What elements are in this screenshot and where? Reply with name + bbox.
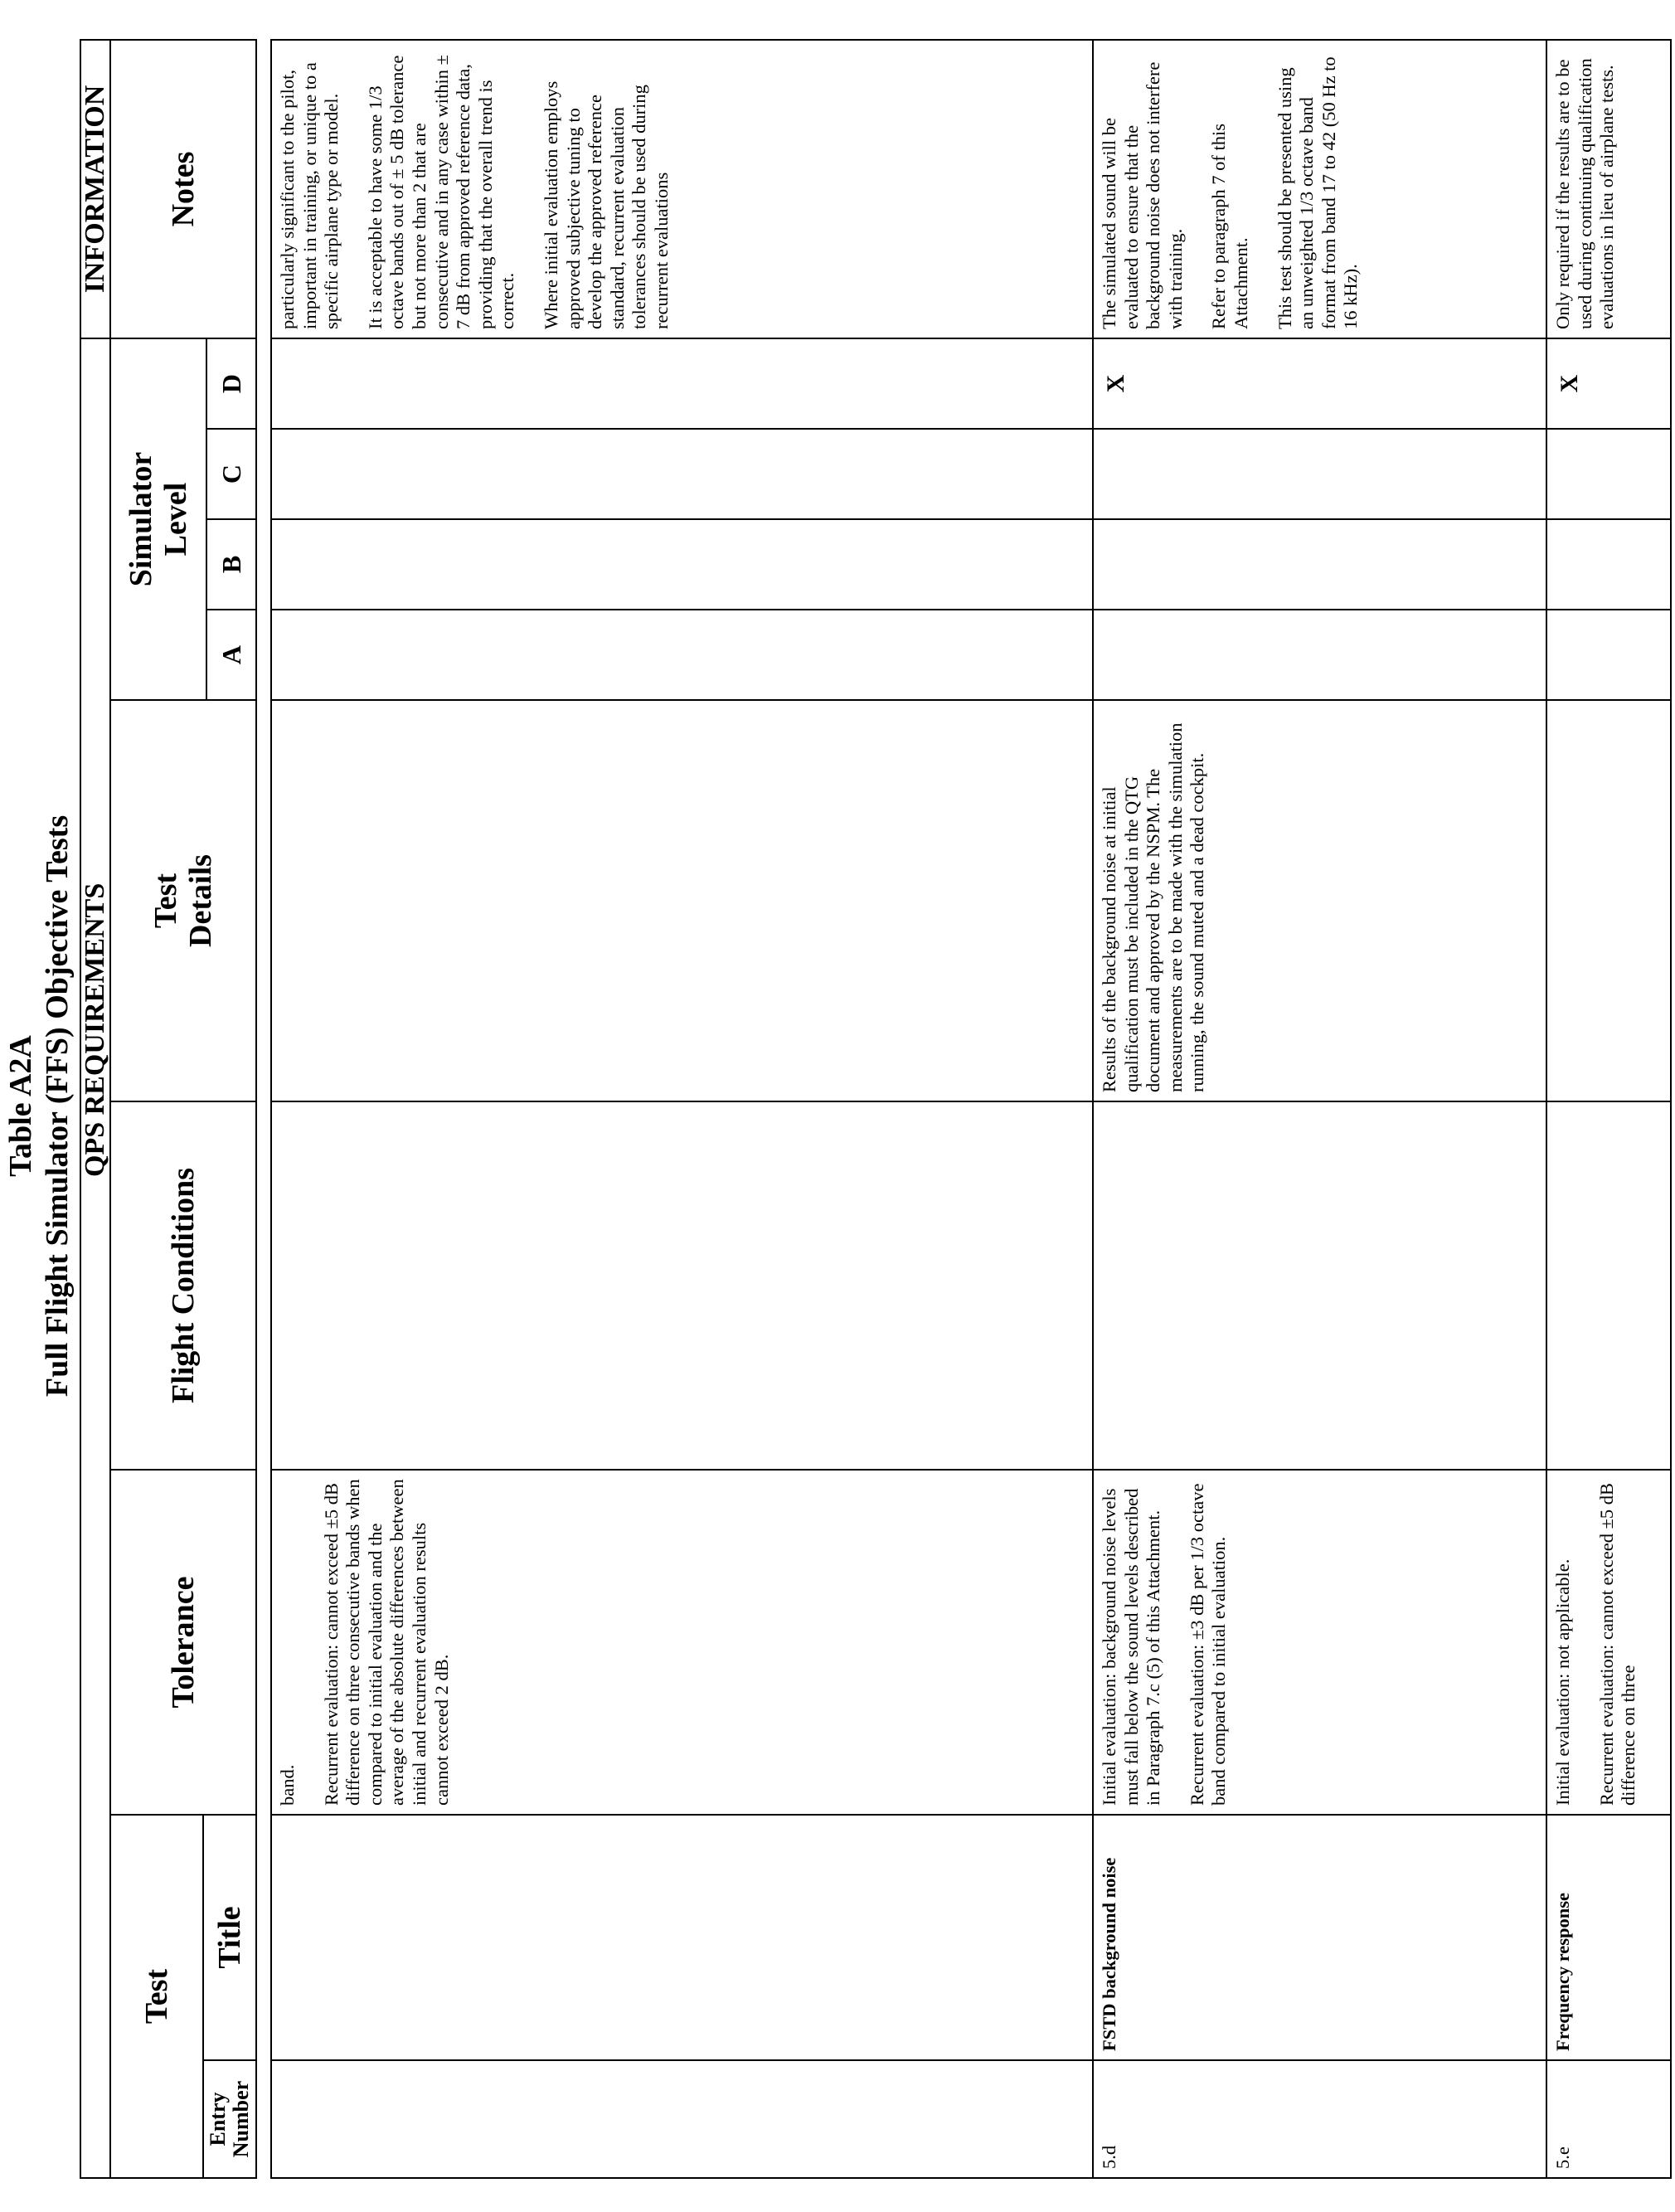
test-details-cell	[1092, 699, 1547, 1102]
level-c-header	[206, 428, 257, 520]
level-d-cell	[1092, 338, 1547, 430]
table-row-title	[1546, 1814, 1672, 2061]
tolerance-text: Recurrent evaluation: cannot exceed ±5 dB difference on three consecutive bands when compared to initial evaluation and the average of the absolute differences between initial and recurrent evaluation results cannot exceed 2 dB.	[320, 1479, 452, 1806]
tolerance-text: band.	[277, 1764, 298, 1806]
test-header-label: Test	[139, 1968, 174, 2025]
level-d-header	[206, 338, 257, 430]
level-b-cell	[1546, 518, 1672, 610]
level-a-cell	[1546, 609, 1672, 701]
notes-cell	[1546, 39, 1672, 339]
table-row-title	[1092, 1814, 1547, 2061]
notes-header-label: Notes	[166, 151, 201, 227]
flight-conditions-header-label: Flight Conditions	[166, 1167, 201, 1404]
entry-number-header-label: Entry Number	[206, 2080, 253, 2158]
level-b-label: B	[216, 555, 246, 574]
table-title: Full Flight Simulator (FFS) Objective Tests	[40, 814, 75, 1398]
requirements-table	[80, 39, 1672, 2179]
simulator-level-header	[109, 338, 207, 701]
level-c-cell	[270, 428, 1094, 520]
entry-number-header	[202, 2059, 257, 2179]
test-details-text: Results of the background noise at initial qualification must be included in the QTG document and approved by the NSPM. The measurements are to be made with the simulation running, the sound muted and a dead cockpit.	[1099, 722, 1208, 1092]
test-details-header	[109, 699, 257, 1102]
flight-conditions-header	[109, 1101, 257, 1471]
table-row	[1092, 2059, 1547, 2179]
notes-text: particularly significant to the pilot, important in training, or unique to a specific airplane type or model.	[277, 62, 342, 329]
flight-conditions-cell	[1546, 1101, 1672, 1471]
notes-cell	[270, 39, 1094, 339]
notes-text: This test should be presented using an unweighted 1/3 octave band format from band 17 to 42 (50 Hz to 16 kHz).	[1274, 56, 1362, 329]
information-label: INFORMATION	[80, 85, 110, 294]
tolerance-cell	[270, 1469, 1094, 1816]
tolerance-header	[109, 1469, 257, 1816]
simulator-level-header-label: Simulator Level	[124, 451, 193, 587]
level-d-cell	[270, 338, 1094, 430]
test-details-cell	[1546, 699, 1672, 1102]
level-mark: X	[1102, 374, 1129, 393]
level-c-label: C	[216, 464, 246, 484]
tolerance-cell	[1546, 1469, 1672, 1816]
test-details-header-label: Test Details	[148, 854, 218, 947]
entry-number: 5.d	[1099, 2145, 1119, 2169]
notes-text: The simulated sound will be evaluated to ensure that the background noise does not interfere with training.	[1099, 61, 1186, 329]
tolerance-text: Initial evaluation: not applicable.	[1552, 1558, 1573, 1806]
table-row	[270, 2059, 1094, 2179]
test-header	[109, 1814, 204, 2179]
test-details-cell	[270, 699, 1094, 1102]
flight-conditions-cell	[1092, 1101, 1547, 1471]
level-c-cell	[1546, 428, 1672, 520]
level-d-label: D	[216, 373, 246, 394]
notes-text: Refer to paragraph 7 of this Attachment.	[1208, 123, 1251, 329]
notes-header	[109, 39, 257, 339]
notes-cell	[1092, 39, 1547, 339]
level-mark: X	[1556, 374, 1583, 393]
table-label: Table A2A	[3, 1035, 38, 1177]
information-header	[80, 39, 111, 339]
entry-number: 5.e	[1552, 2146, 1573, 2169]
test-title: FSTD background noise	[1099, 1857, 1119, 2051]
test-title: Frequency response	[1552, 1892, 1573, 2051]
tolerance-header-label: Tolerance	[166, 1576, 201, 1709]
level-b-cell	[1092, 518, 1547, 610]
level-a-cell	[1092, 609, 1547, 701]
table-row	[1546, 2059, 1672, 2179]
level-d-cell	[1546, 338, 1672, 430]
notes-text: Where initial evaluation employs approved subjective tuning to develop the approved reference standard, recurrent evaluation tolerances should be used during recurrent evaluations	[540, 80, 672, 329]
tolerance-text: Initial evaluation: background noise levels must fall below the sound levels described in Paragraph 7.c (5) of this Attachment.	[1099, 1488, 1164, 1806]
notes-text: Only required if the results are to be used during continuing qualification evaluations in lieu of airplane tests.	[1552, 58, 1618, 329]
table-row-title	[270, 1814, 1094, 2061]
level-c-cell	[1092, 428, 1547, 520]
level-b-header	[206, 518, 257, 610]
level-a-label: A	[216, 644, 246, 665]
level-b-cell	[270, 518, 1094, 610]
qps-requirements-label: QPS REQUIREMENTS	[80, 882, 110, 1177]
title-header-label: Title	[212, 1906, 247, 1969]
level-a-header	[206, 609, 257, 701]
tolerance-text: Recurrent evaluation: cannot exceed ±5 dB difference on three	[1595, 1482, 1639, 1806]
tolerance-text: Recurrent evaluation: ±3 dB per 1/3 octave band compared to initial evaluation.	[1186, 1483, 1230, 1806]
qps-requirements-header	[80, 338, 111, 2179]
notes-text: It is acceptable to have some 1/3 octave bands out of ± 5 dB tolerance but not more than 2 that are consecutive and in any case within ± 7 dB from approved reference data, providing that the overall trend is correct.	[364, 55, 518, 329]
title-header	[202, 1814, 257, 2061]
flight-conditions-cell	[270, 1101, 1094, 1471]
tolerance-cell	[1092, 1469, 1547, 1816]
level-a-cell	[270, 609, 1094, 701]
